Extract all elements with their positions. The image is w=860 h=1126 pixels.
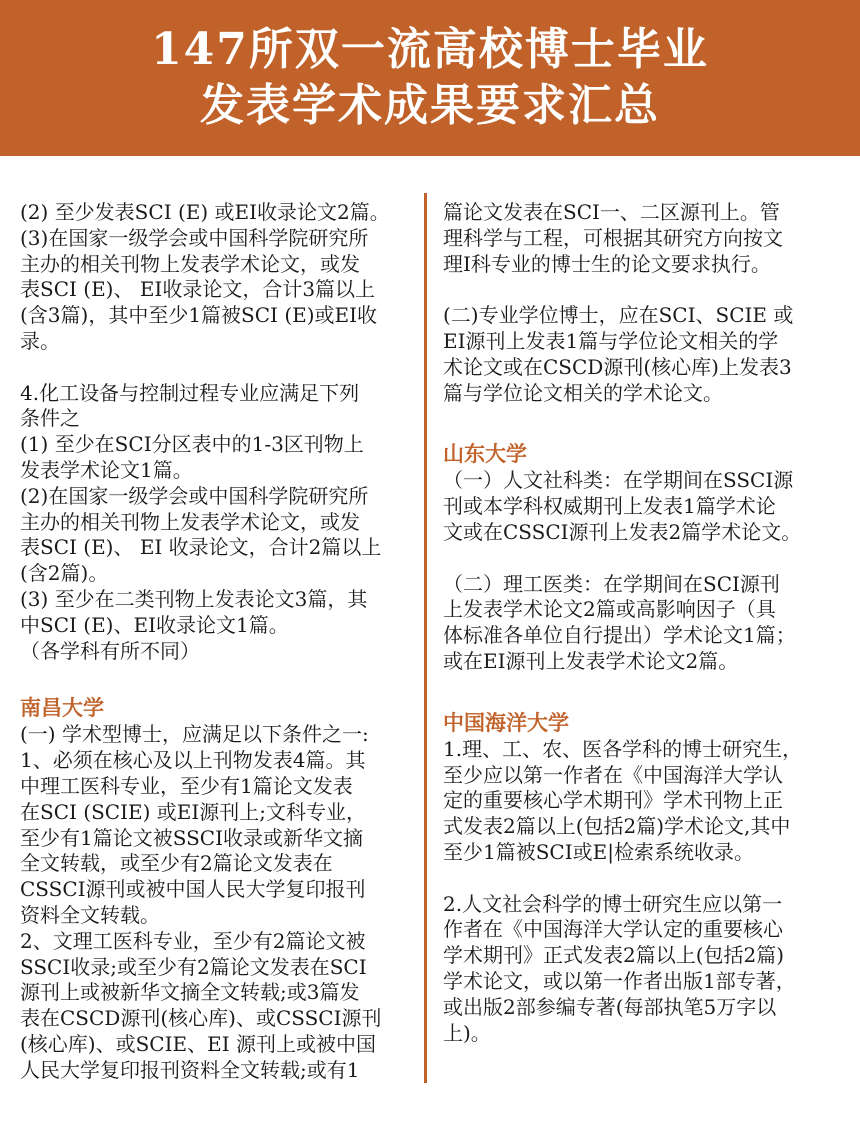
- section-heading-nanchang: 南昌大学: [20, 695, 104, 721]
- paragraph-nanchang: (一) 学术型博士，应满足以下条件之一: 1、必须在核心及以上刊物发表4篇。其 中理工医科专业，至少有1篇论文发表 在SCI (SCIE) 或EI源刊上;文科专业， 至少有1篇论文被SSCI收录或新华文摘 全文转载，或至少有2篇论文发表在 CSSCI源刊或被中国人民大学复印报刊 资料全文转载。 2、文理工医科专业，至少有2篇论文被 SSCI收录;或至少有2篇论文发表在SCI 源刊上或被新华文摘全文转载;或3篇发 表在CSCD源刊(核心库)、或CSSCI源刊 (核心库)、或SCIE、EI 源刊上或被中国 人民大学复印报刊资料全文转载;或有1: [20, 722, 382, 1082]
- paragraph-shandong-humanities: （一）人文社科类：在学期间在SSCI源 刊或本学科权威期刊上发表1篇学术论 文或在CSSCI源刊上发表2篇学术论文。: [443, 468, 802, 544]
- paragraph-ocean-science: 1.理、工、农、医各学科的博士研究生， 至少应以第一作者在《中国海洋大学认 定的重要核心学术期刊》学术刊物上正 式发表2篇以上(包括2篇)学术论文,其中 至少1篇被SCI或E|检索系统收录。: [443, 736, 803, 864]
- paragraph-chem-equipment: 4.化工设备与控制过程专业应满足下列 条件之 (1) 至少在SCI分区表中的1-3区刊物上 发表学术论文1篇。 (2)在国家一级学会或中国科学院研究所 主办的相关刊物上发表学术论文，或发 表SCI (E)、 EI 收录论文，合计2篇以上 (含2篇)。 (3) 至少在二类刊物上发表论文3篇，其 中SCI (E)、EI收录论文1篇。 （各学科有所不同）: [20, 380, 382, 663]
- paragraph-chem-requirements: (2) 至少发表SCI (E) 或EI收录论文2篇。 (3)在国家一级学会或中国科学院研究所 主办的相关刊物上发表学术论文，或发 表SCI (E)、 EI收录论文，合计3篇以上 (含3篇)，其中至少1篇被SCI (E)或EI收 录。: [20, 200, 390, 353]
- title-banner: [0, 0, 860, 156]
- right-column: [443, 200, 838, 1046]
- paragraph-shandong-science: （二）理工医类：在学期间在SCI源刊 上发表学术论文2篇或高影响因子（具 体标准各单位自行提出）学术论文1篇； 或在EI源刊上发表学术论文2篇。: [443, 571, 796, 673]
- page-title-line-1: 147所双一流高校博士毕业: [151, 24, 709, 75]
- page-title-line-2: 发表学术成果要求汇总: [200, 80, 660, 131]
- paragraph-professional-doctorate: (二)专业学位博士，应在SCI、SCIE 或 EI源刊上发表1篇与学位论文相关的学 术论文或在CSCD源刊(核心库)上发表3 篇与学位论文相关的学术论文。: [443, 303, 794, 405]
- section-heading-shandong: 山东大学: [443, 441, 527, 467]
- column-divider: [424, 193, 427, 1083]
- section-heading-ocean-university: 中国海洋大学: [443, 709, 569, 735]
- paragraph-nanchang-continued: 篇论文发表在SCI一、二区源刊上。管 理科学与工程，可根据其研究方向按文 理I科专业的博士生的论文要求执行。: [443, 200, 783, 276]
- paragraph-ocean-humanities: 2.人文社会科学的博士研究生应以第一 作者在《中国海洋大学认定的重要核心 学术期刊》正式发表2篇以上(包括2篇) 学术论文，或以第一作者出版1部专著， 或出版2部参编专著(每部执笔5万字以 上)。: [443, 891, 796, 1045]
- left-column: [20, 200, 412, 1084]
